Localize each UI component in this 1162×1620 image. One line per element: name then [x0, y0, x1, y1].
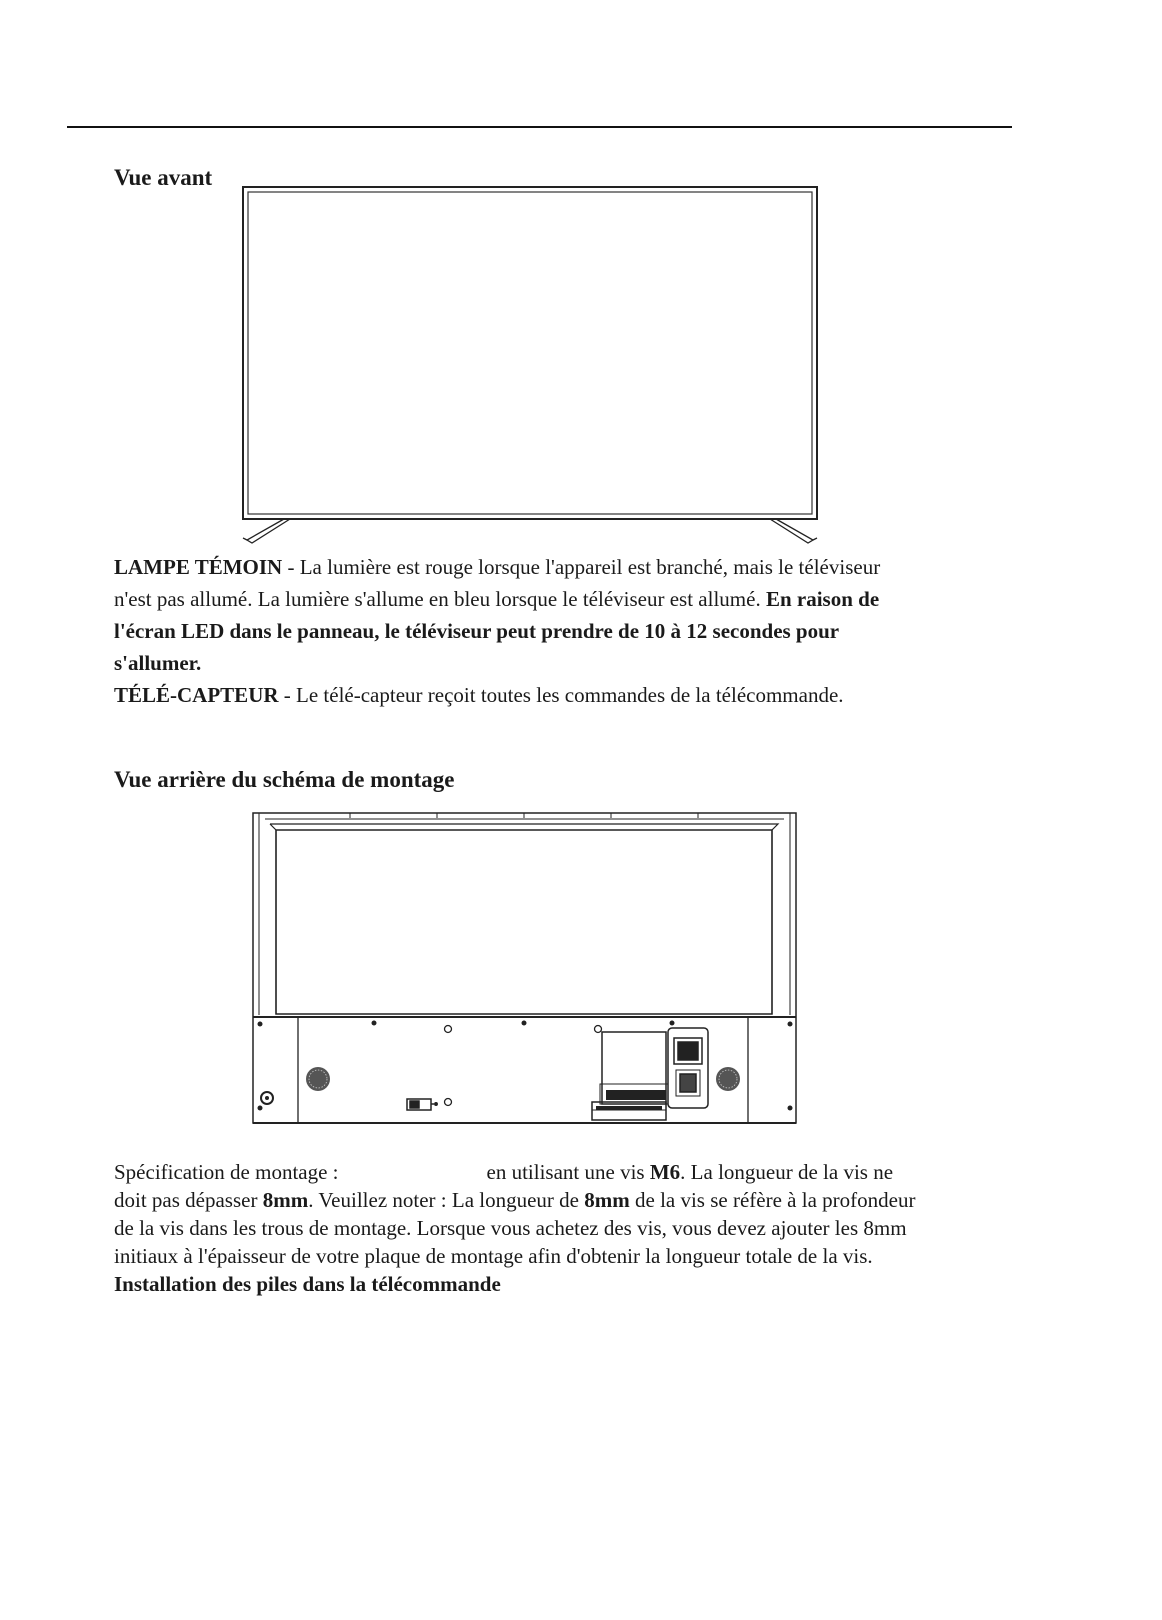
rear-outer-frame [253, 813, 796, 1123]
rear-upper-panel [276, 830, 772, 1014]
mounting-spec-line3: de la vis dans les trous de montage. Lorsque vous achetez des vis, vous devez ajouter les 8mm [114, 1216, 907, 1240]
rear-view-title: Vue arrière du schéma de montage [114, 767, 455, 792]
sensor-label: TÉLÉ-CAPTEUR [114, 683, 279, 707]
left-speaker [306, 1067, 330, 1091]
tv-rear-view-diagram [250, 810, 802, 1130]
lamp-description-line2: n'est pas allumé. La lumière s'allume en bleu lorsque le téléviseur est allumé. En raison de [114, 587, 880, 611]
tv-front-view-diagram [240, 184, 824, 544]
lamp-label: LAMPE TÉMOIN [114, 555, 283, 579]
mounting-holes [258, 1021, 793, 1111]
header-rule [67, 126, 1012, 128]
lamp-description-line4: s'allumer. [114, 651, 202, 675]
sensor-description: TÉLÉ-CAPTEUR - Le télé-capteur reçoit toutes les commandes de la télécommande. [114, 683, 844, 707]
lamp-description-line1: LAMPE TÉMOIN - La lumière est rouge lorsque l'appareil est branché, mais le téléviseur [114, 555, 881, 579]
mounting-spec-line2: doit pas dépasser 8mm. Veuillez noter : La longueur de 8mm de la vis se réfère à la profondeur [114, 1188, 916, 1212]
power-switch [407, 1099, 437, 1110]
screw-type: M6 [649, 1160, 681, 1184]
front-view-title: Vue avant [114, 165, 213, 190]
right-stand [770, 519, 817, 543]
left-stand [243, 519, 290, 543]
right-speaker [716, 1067, 740, 1091]
screw-length: 8mm [262, 1188, 309, 1212]
mounting-spec-line1: Spécification de montage : en utilisant une vis M6. La longueur de la vis ne [114, 1160, 894, 1184]
screw-length-repeat: 8mm [584, 1188, 630, 1212]
tv-screen [248, 192, 812, 514]
mounting-spec-label: Spécification de montage : [114, 1160, 339, 1184]
power-jack [261, 1092, 273, 1104]
tv-frame [243, 187, 817, 519]
mounting-spec-line4: initiaux à l'épaisseur de votre plaque de montage afin d'obtenir la longueur totale de la vis. [114, 1244, 873, 1268]
battery-install-title: Installation des piles dans la télécommande [114, 1272, 501, 1296]
lamp-description-line3: l'écran LED dans le panneau, le téléviseur peut prendre de 10 à 12 secondes pour [114, 619, 840, 643]
